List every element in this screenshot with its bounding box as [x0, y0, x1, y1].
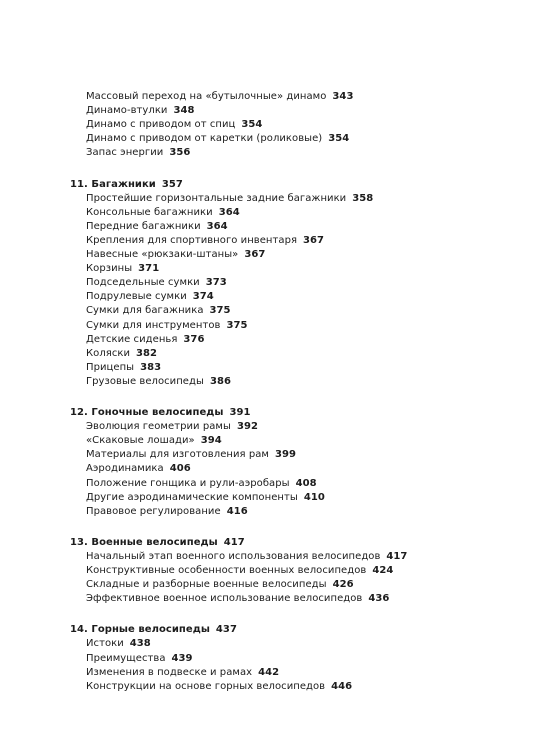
- entry-page-number: 417: [386, 550, 408, 562]
- toc-entry: [86, 652, 193, 665]
- toc-entry: [86, 347, 157, 360]
- entry-title: Прицепы: [86, 361, 135, 373]
- toc-entry: [86, 505, 248, 518]
- chapter-title: 13. Военные велосипеды: [70, 536, 218, 548]
- toc-entry: [86, 248, 265, 261]
- entry-title: Материалы для изготовления рам: [86, 449, 269, 461]
- chapter-title: 14. Горные велосипеды: [70, 624, 210, 636]
- toc-entry: [86, 132, 349, 145]
- chapter-heading: [70, 536, 245, 549]
- entry-page-number: 399: [275, 449, 297, 461]
- entry-page-number: 356: [169, 147, 191, 159]
- chapter-heading: [70, 623, 237, 636]
- entry-page-number: 436: [368, 593, 390, 605]
- entry-title: Грузовые велосипеды: [86, 375, 204, 387]
- entry-page-number: 442: [258, 666, 280, 678]
- entry-title: Сумки для багажника: [86, 305, 204, 317]
- toc-entry: [86, 118, 262, 131]
- entry-page-number: 364: [206, 220, 228, 232]
- entry-title: Эволюция геометрии рамы: [86, 421, 231, 433]
- entry-title: Положение гонщика и рули-аэробары: [86, 477, 290, 489]
- entry-page-number: 392: [236, 421, 258, 433]
- entry-title: Детские сиденья: [86, 333, 178, 345]
- toc-entry: [86, 680, 352, 693]
- toc-entry: [86, 375, 231, 388]
- entry-page-number: 424: [372, 565, 394, 576]
- toc-entry: [86, 220, 228, 233]
- entry-title: Простейшие горизонтальные задние багажники: [86, 192, 347, 204]
- entry-page-number: 410: [303, 491, 325, 503]
- entry-title: Навесные «рюкзаки-штаны»: [86, 249, 239, 260]
- chapter-heading: [70, 406, 251, 419]
- entry-page-number: 375: [226, 319, 248, 331]
- entry-page-number: 354: [328, 133, 350, 145]
- entry-page-number: 382: [136, 347, 158, 359]
- toc-entry: [86, 592, 389, 605]
- toc-entry: [86, 448, 296, 461]
- chapter-heading: [70, 178, 183, 191]
- toc-entry: [86, 146, 190, 159]
- entry-title: «Скаковые лошади»: [86, 435, 195, 447]
- chapter-page-number: 437: [215, 624, 237, 636]
- entry-title: Корзины: [86, 263, 133, 275]
- entry-page-number: 438: [129, 638, 151, 650]
- entry-title: Динамо с приводом от спиц: [86, 119, 236, 131]
- entry-page-number: 383: [140, 361, 162, 373]
- entry-title: Крепления для спортивного инвентаря: [86, 234, 298, 246]
- toc-entry: [86, 290, 214, 303]
- entry-title: Эффективное военное использование велосипедов: [86, 593, 363, 605]
- entry-title: Конструкции на основе горных велосипедов: [86, 680, 326, 692]
- entry-title: Складные и разборные военные велосипеды: [86, 579, 327, 591]
- entry-page-number: 416: [226, 505, 248, 517]
- entry-title: Изменения в подвеске и рамах: [86, 666, 253, 678]
- entry-page-number: 446: [331, 680, 353, 692]
- toc-entry: [86, 462, 191, 475]
- toc-entry: [86, 192, 373, 205]
- entry-title: Истоки: [86, 638, 124, 650]
- toc-entry: [86, 206, 240, 219]
- entry-title: Массовый переход на «бутылочные» динамо: [86, 91, 327, 102]
- chapter-title: 12. Гоночные велосипеды: [70, 407, 224, 418]
- entry-page-number: 371: [138, 263, 160, 275]
- entry-page-number: 386: [209, 375, 231, 387]
- toc-entry: [86, 319, 248, 332]
- entry-title: Коляски: [86, 347, 131, 359]
- toc-entry: [86, 262, 159, 275]
- entry-title: Подседельные сумки: [86, 277, 200, 289]
- toc-entry: [86, 304, 231, 317]
- toc-entry: [86, 434, 222, 447]
- entry-page-number: 374: [192, 291, 214, 303]
- toc-entry: [86, 90, 353, 103]
- toc-entry: [86, 333, 204, 346]
- toc-entry: [86, 361, 161, 374]
- entry-title: Преимущества: [86, 652, 166, 664]
- entry-title: Динамо с приводом от каретки (роликовые): [86, 133, 323, 145]
- entry-page-number: 358: [352, 192, 374, 204]
- entry-page-number: 367: [303, 234, 325, 246]
- toc-entry: [86, 637, 151, 650]
- entry-page-number: 373: [205, 277, 227, 289]
- entry-title: Передние багажники: [86, 220, 201, 232]
- entry-page-number: 426: [332, 579, 354, 591]
- entry-page-number: 367: [244, 249, 266, 260]
- entry-page-number: 439: [171, 652, 193, 664]
- toc-entry: [86, 564, 393, 577]
- toc-entry: [86, 666, 279, 679]
- toc-entry: [86, 477, 317, 490]
- entry-title: Подрулевые сумки: [86, 291, 187, 303]
- entry-title: Правовое регулирование: [86, 505, 221, 517]
- entry-page-number: 394: [200, 435, 222, 447]
- entry-title: Конструктивные особенности военных велосипедов: [86, 565, 367, 576]
- toc-entry: [86, 491, 325, 504]
- toc-entry: [86, 104, 195, 117]
- entry-title: Консольные багажники: [86, 206, 213, 218]
- chapter-page-number: 391: [229, 407, 251, 418]
- entry-page-number: 364: [218, 206, 240, 218]
- toc-entry: [86, 276, 227, 289]
- entry-page-number: 348: [173, 105, 195, 117]
- entry-page-number: 354: [241, 119, 263, 131]
- toc-entry: [86, 234, 324, 247]
- entry-page-number: 408: [295, 477, 317, 489]
- chapter-page-number: 417: [223, 536, 245, 548]
- entry-title: Сумки для инструментов: [86, 319, 221, 331]
- toc-entry: [86, 420, 258, 433]
- entry-title: Начальный этап военного использования велосипедов: [86, 550, 381, 562]
- chapter-title: 11. Багажники: [70, 178, 156, 190]
- entry-title: Динамо-втулки: [86, 105, 168, 117]
- entry-page-number: 375: [209, 305, 231, 317]
- entry-page-number: 343: [332, 91, 354, 102]
- entry-title: Другие аэродинамические компоненты: [86, 491, 298, 503]
- entry-title: Запас энергии: [86, 147, 164, 159]
- entry-title: Аэродинамика: [86, 463, 164, 475]
- entry-page-number: 406: [169, 463, 191, 475]
- toc-entry: [86, 578, 354, 591]
- toc-entry: [86, 550, 407, 563]
- chapter-page-number: 357: [161, 178, 183, 190]
- entry-page-number: 376: [183, 333, 205, 345]
